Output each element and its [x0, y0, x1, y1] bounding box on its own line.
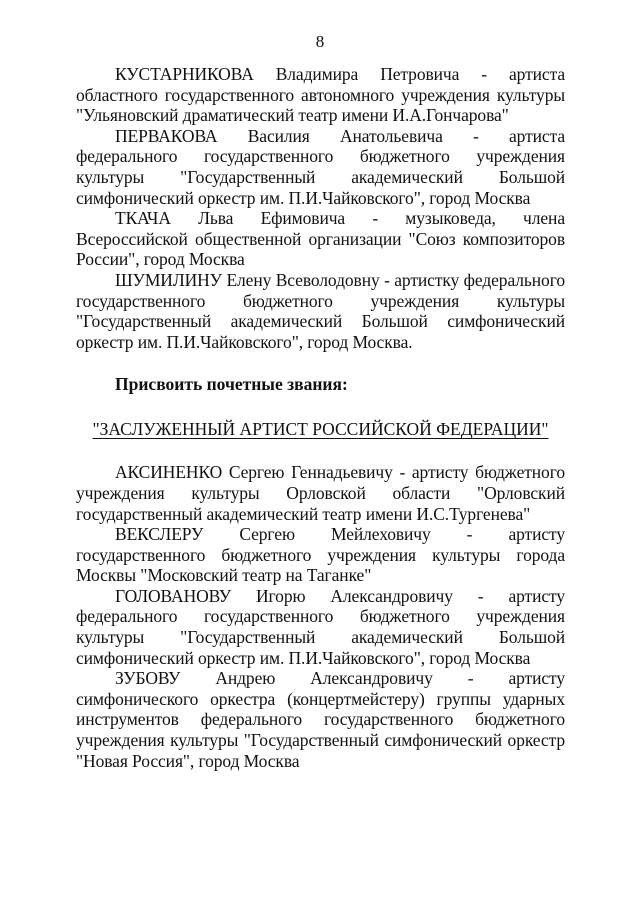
award-paragraph-golovanov: ГОЛОВАНОВУ Игорю Александровичу - артисту федерального государственного бюджетного учреждения культуры "Государственный академический Большой симфонический оркестр им. П.И.Чайковского", город Москва	[76, 585, 565, 668]
award-paragraph-veksler: ВЕКСЛЕРУ Сергею Мейлеховичу - артисту государственного бюджетного учреждения культуры города Москвы "Московский театр на Таганке"	[76, 524, 565, 586]
award-paragraph-kustarnikov: КУСТАРНИКОВА Владимира Петровича - артиста областного государственного автономного учреждения культуры "Ульяновский драматический театр имени И.А.Гончарова"	[76, 64, 565, 126]
section-heading: Присвоить почетные звания:	[115, 374, 348, 395]
award-paragraph-shumilina: ШУМИЛИНУ Елену Всеволодовну - артистку федерального государственного бюджетного учреждения культуры "Государственный академический Большой симфонический оркестр им. П.И.Чайковского", город Москва.	[76, 269, 565, 352]
award-paragraph-aksinenko: АКСИНЕНКО Сергею Геннадьевичу - артисту бюджетного учреждения культуры Орловской области "Орловский государственный академический театр имени И.С.Тургенева"	[76, 462, 565, 524]
document-body	[76, 64, 565, 771]
page-number: 8	[315, 32, 325, 51]
award-paragraph-tkach: ТКАЧА Льва Ефимовича - музыковеда, члена Всероссийской общественной организации "Союз композиторов России", город Москва	[76, 208, 565, 270]
award-paragraph-zubov: ЗУБОВУ Андрею Александровичу - артисту симфонического оркестра (концертмейстеру) группы ударных инструментов федерального государственного бюджетного учреждения культуры "Государственный симфонический оркестр "Новая Россия", город Москва	[76, 668, 565, 771]
honorary-title	[76, 419, 565, 440]
honorary-title-text: "ЗАСЛУЖЕННЫЙ АРТИСТ РОССИЙСКОЙ ФЕДЕРАЦИИ"	[92, 419, 549, 440]
award-paragraph-pervakov: ПЕРВАКОВА Василия Анатольевича - артиста федерального государственного бюджетного учреждения культуры "Государственный академический Большой симфонический оркестр им. П.И.Чайковского", город Москва	[76, 125, 565, 208]
